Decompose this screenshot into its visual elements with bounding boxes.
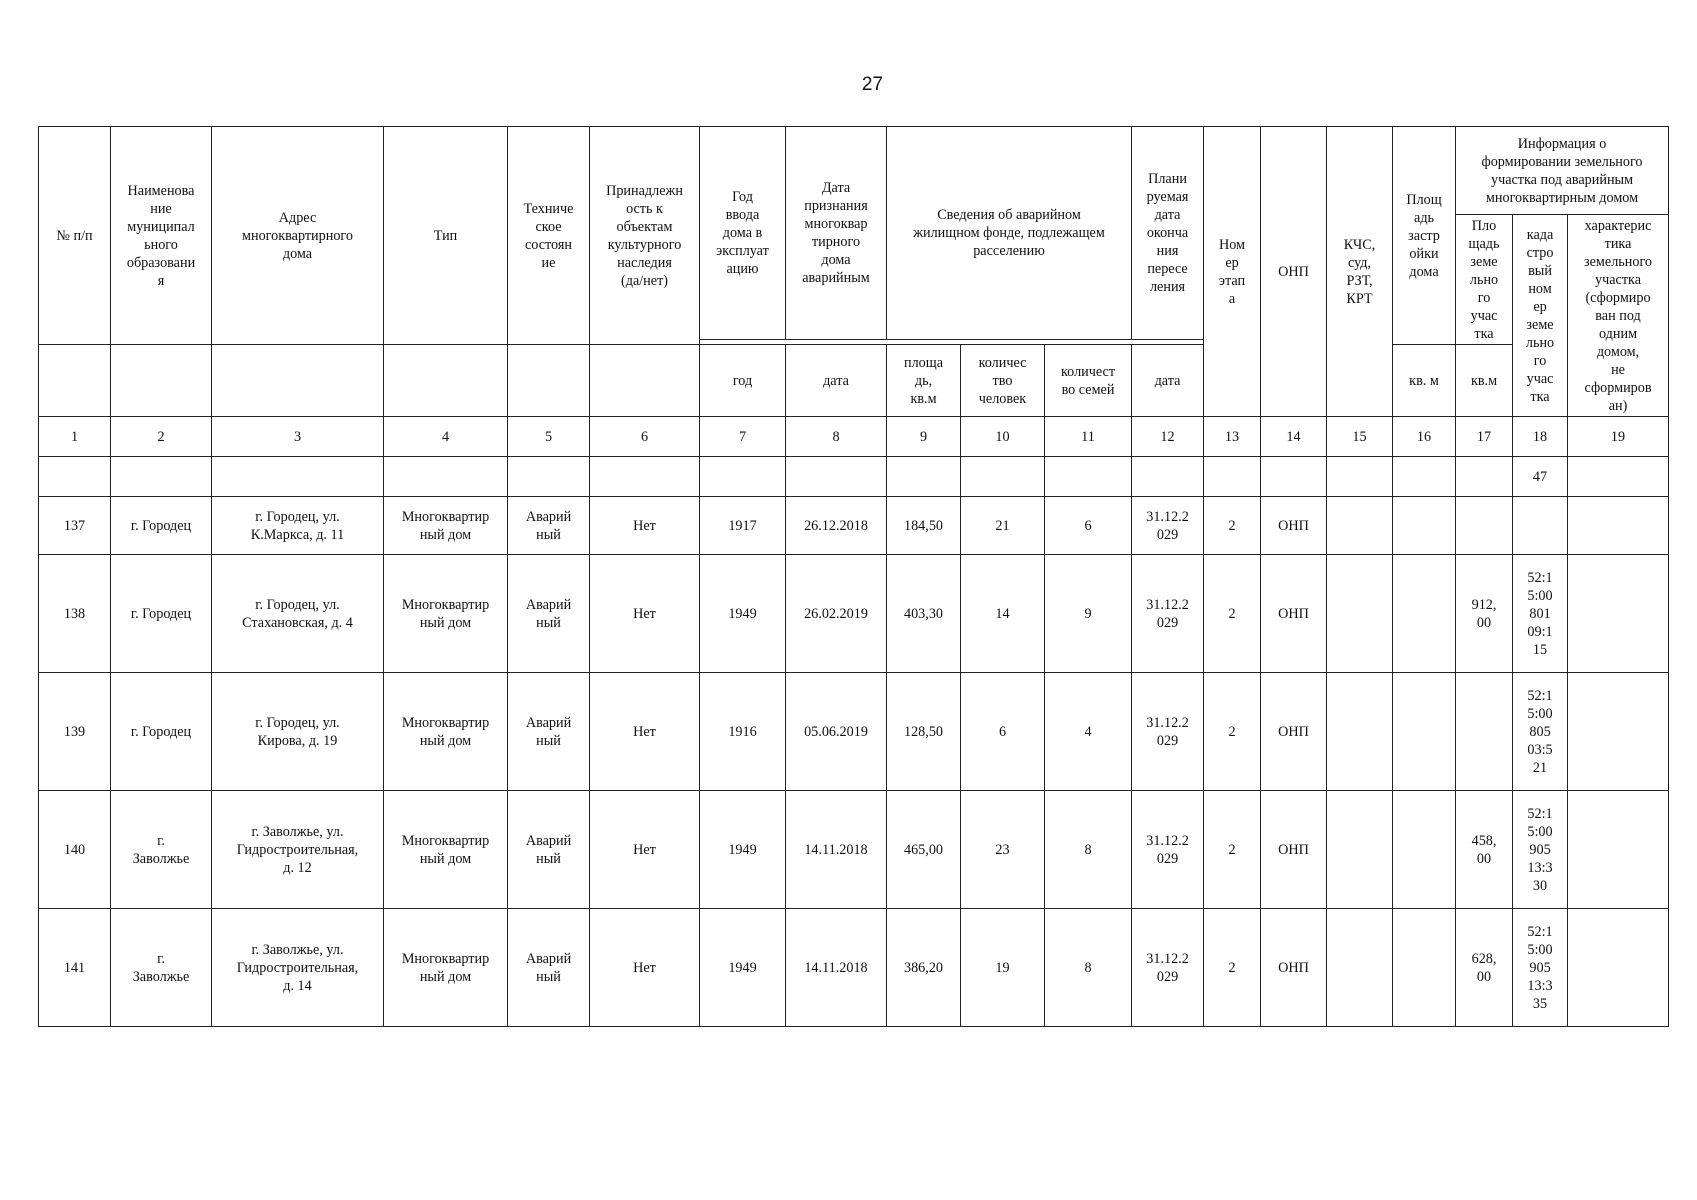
header-cell bbox=[212, 345, 384, 417]
header-cell bbox=[39, 345, 111, 417]
table-cell bbox=[1393, 555, 1456, 673]
table-cell: 21 bbox=[961, 497, 1045, 555]
table-cell: 31.12.2 029 bbox=[1132, 497, 1204, 555]
page-number: 27 bbox=[861, 74, 884, 95]
table-cell: 139 bbox=[39, 673, 111, 791]
table-cell: 31.12.2 029 bbox=[1132, 555, 1204, 673]
table-cell: 458, 00 bbox=[1456, 791, 1513, 909]
table-cell: г. Городец bbox=[111, 497, 212, 555]
table-cell: ОНП bbox=[1261, 673, 1327, 791]
table-cell bbox=[1261, 457, 1327, 497]
table-cell: 26.02.2019 bbox=[786, 555, 887, 673]
table-cell: 14 bbox=[961, 555, 1045, 673]
table-cell bbox=[1393, 909, 1456, 1027]
table-cell: ОНП bbox=[1261, 909, 1327, 1027]
table-cell: Нет bbox=[590, 909, 700, 1027]
table-cell: 8 bbox=[786, 417, 887, 457]
table-cell: Аварий ный bbox=[508, 673, 590, 791]
header-cell: Техниче ское состоян ие bbox=[508, 127, 590, 345]
table-cell bbox=[887, 457, 961, 497]
header-cell: Наименова ние муниципал ьного образовани я bbox=[111, 127, 212, 345]
table-cell: Аварий ный bbox=[508, 791, 590, 909]
header-cell: дата bbox=[1132, 345, 1204, 417]
table-cell bbox=[1393, 791, 1456, 909]
table-cell: 9 bbox=[1045, 555, 1132, 673]
table-cell: 13 bbox=[1204, 417, 1261, 457]
table-cell bbox=[212, 457, 384, 497]
table-cell: 5 bbox=[508, 417, 590, 457]
table-row bbox=[39, 909, 1669, 1027]
table-cell: 1949 bbox=[700, 909, 786, 1027]
header-cell: Год ввода дома в эксплуат ацию bbox=[700, 127, 786, 340]
table-cell: 6 bbox=[590, 417, 700, 457]
header-cell: характерис тика земельного участка (сформиро ван под одним домом, не сформиров ан) bbox=[1568, 215, 1669, 417]
table-cell bbox=[1568, 555, 1669, 673]
table-cell: 141 bbox=[39, 909, 111, 1027]
table-cell: г. Городец, ул. К.Маркса, д. 11 bbox=[212, 497, 384, 555]
table-row bbox=[39, 673, 1669, 791]
table-cell: 16 bbox=[1393, 417, 1456, 457]
table-cell: 10 bbox=[961, 417, 1045, 457]
table-cell: 15 bbox=[1327, 417, 1393, 457]
table-cell bbox=[1327, 457, 1393, 497]
table-cell: Нет bbox=[590, 555, 700, 673]
table-cell: 628, 00 bbox=[1456, 909, 1513, 1027]
emergency-housing-table bbox=[38, 126, 1669, 1027]
table-cell: 2 bbox=[1204, 497, 1261, 555]
table-cell bbox=[1568, 909, 1669, 1027]
table-cell: 403,30 bbox=[887, 555, 961, 673]
table-cell: ОНП bbox=[1261, 555, 1327, 673]
table-cell: 9 bbox=[887, 417, 961, 457]
table-cell bbox=[1456, 673, 1513, 791]
table-cell bbox=[384, 457, 508, 497]
table-cell: 14.11.2018 bbox=[786, 791, 887, 909]
table-cell: Многоквартир ный дом bbox=[384, 909, 508, 1027]
table-cell: г. Заволжье bbox=[111, 791, 212, 909]
table-cell: 3 bbox=[212, 417, 384, 457]
table-cell: 52:1 5:00 905 13:3 35 bbox=[1513, 909, 1568, 1027]
table-cell: 2 bbox=[1204, 909, 1261, 1027]
header-cell bbox=[590, 345, 700, 417]
table-cell: 7 bbox=[700, 417, 786, 457]
table-cell: Нет bbox=[590, 791, 700, 909]
table-cell: Многоквартир ный дом bbox=[384, 673, 508, 791]
table-cell: Многоквартир ный дом bbox=[384, 497, 508, 555]
table-cell: Нет bbox=[590, 497, 700, 555]
table-cell: 1917 bbox=[700, 497, 786, 555]
table-cell: Многоквартир ный дом bbox=[384, 555, 508, 673]
header-cell: Принадлежн ость к объектам культурного наследия (да/нет) bbox=[590, 127, 700, 345]
table-cell: 140 bbox=[39, 791, 111, 909]
table-row bbox=[39, 791, 1669, 909]
header-cell bbox=[384, 345, 508, 417]
table-cell bbox=[786, 457, 887, 497]
table-cell bbox=[1327, 673, 1393, 791]
table-cell: г. Заволжье, ул. Гидростроительная, д. 14 bbox=[212, 909, 384, 1027]
table-cell: г. Заволжье bbox=[111, 909, 212, 1027]
table-body bbox=[39, 417, 1669, 1027]
table-cell: 14 bbox=[1261, 417, 1327, 457]
table-cell bbox=[1393, 497, 1456, 555]
table-cell: 912, 00 bbox=[1456, 555, 1513, 673]
header-cell: Площ адь застр ойки дома bbox=[1393, 127, 1456, 345]
table-cell: 6 bbox=[1045, 497, 1132, 555]
table-cell bbox=[1456, 497, 1513, 555]
table-cell: 128,50 bbox=[887, 673, 961, 791]
header-cell: КЧС, суд, РЗТ, КРТ bbox=[1327, 127, 1393, 417]
table-cell: 17 bbox=[1456, 417, 1513, 457]
table-cell: ОНП bbox=[1261, 791, 1327, 909]
column-number-row bbox=[39, 417, 1669, 457]
table-cell bbox=[700, 457, 786, 497]
header-cell: ОНП bbox=[1261, 127, 1327, 417]
table-cell: 52:1 5:00 801 09:1 15 bbox=[1513, 555, 1568, 673]
header-cell: Ном ер этап а bbox=[1204, 127, 1261, 417]
table-cell: 4 bbox=[384, 417, 508, 457]
table-cell: 31.12.2 029 bbox=[1132, 791, 1204, 909]
header-cell: Дата признания многоквар тирного дома аварийным bbox=[786, 127, 887, 340]
table-cell: 2 bbox=[1204, 555, 1261, 673]
table-cell: 2 bbox=[1204, 673, 1261, 791]
table-cell: Нет bbox=[590, 673, 700, 791]
table-cell: 138 bbox=[39, 555, 111, 673]
table-cell: 137 bbox=[39, 497, 111, 555]
table-cell: 386,20 bbox=[887, 909, 961, 1027]
table-cell: 1949 bbox=[700, 555, 786, 673]
table-cell: г. Заволжье, ул. Гидростроительная, д. 12 bbox=[212, 791, 384, 909]
table-cell bbox=[1204, 457, 1261, 497]
table-cell: 11 bbox=[1045, 417, 1132, 457]
table-cell: г. Городец bbox=[111, 673, 212, 791]
table-cell bbox=[1327, 791, 1393, 909]
table-cell: 4 bbox=[1045, 673, 1132, 791]
table-cell: Аварий ный bbox=[508, 909, 590, 1027]
header-cell: када стро вый ном ер земе льно го учас тка bbox=[1513, 215, 1568, 417]
header-cell: количест во семей bbox=[1045, 345, 1132, 417]
table-cell: 26.12.2018 bbox=[786, 497, 887, 555]
table-cell: 2 bbox=[1204, 791, 1261, 909]
header-cell: площа дь, кв.м bbox=[887, 345, 961, 417]
header-cell bbox=[508, 345, 590, 417]
table-cell: 14.11.2018 bbox=[786, 909, 887, 1027]
table-cell bbox=[1045, 457, 1132, 497]
table-cell bbox=[1327, 497, 1393, 555]
table-cell: 19 bbox=[1568, 417, 1669, 457]
header-cell: Пло щадь земе льно го учас тка bbox=[1456, 215, 1513, 345]
header-group-cell: Информация о формировании земельного участка под аварийным многоквартирным домом bbox=[1456, 127, 1669, 215]
table-cell: 52:1 5:00 805 03:5 21 bbox=[1513, 673, 1568, 791]
header-cell: год bbox=[700, 345, 786, 417]
table-cell: 8 bbox=[1045, 791, 1132, 909]
table-cell bbox=[1568, 673, 1669, 791]
table-cell bbox=[590, 457, 700, 497]
table-cell bbox=[1568, 497, 1669, 555]
table-cell: 12 bbox=[1132, 417, 1204, 457]
header-row-units bbox=[39, 345, 1669, 417]
table-row bbox=[39, 497, 1669, 555]
table-cell: Аварий ный bbox=[508, 497, 590, 555]
header-cell bbox=[111, 345, 212, 417]
table-row bbox=[39, 555, 1669, 673]
continuation-row bbox=[39, 457, 1669, 497]
table-cell: ОНП bbox=[1261, 497, 1327, 555]
table-cell bbox=[1393, 673, 1456, 791]
table-cell: 6 bbox=[961, 673, 1045, 791]
table-cell: 23 bbox=[961, 791, 1045, 909]
header-cell: кв.м bbox=[1456, 345, 1513, 417]
table-cell: 2 bbox=[111, 417, 212, 457]
table-cell: 19 bbox=[961, 909, 1045, 1027]
table-cell bbox=[1456, 457, 1513, 497]
table-cell: 1949 bbox=[700, 791, 786, 909]
table-cell bbox=[39, 457, 111, 497]
table-cell: 8 bbox=[1045, 909, 1132, 1027]
header-row-top bbox=[39, 127, 1669, 215]
table-cell bbox=[508, 457, 590, 497]
table-cell bbox=[1568, 457, 1669, 497]
table-cell: 31.12.2 029 bbox=[1132, 909, 1204, 1027]
table-cell bbox=[1393, 457, 1456, 497]
table-cell: 1916 bbox=[700, 673, 786, 791]
table-cell bbox=[111, 457, 212, 497]
header-cell: Тип bbox=[384, 127, 508, 345]
table-cell: 18 bbox=[1513, 417, 1568, 457]
header-cell: дата bbox=[786, 345, 887, 417]
table-cell: 05.06.2019 bbox=[786, 673, 887, 791]
table-cell bbox=[1327, 555, 1393, 673]
table-cell: г. Городец bbox=[111, 555, 212, 673]
table-cell bbox=[1327, 909, 1393, 1027]
table-cell: г. Городец, ул. Кирова, д. 19 bbox=[212, 673, 384, 791]
header-group-cell: Сведения об аварийном жилищном фонде, подлежащем расселению bbox=[887, 127, 1132, 340]
table-cell: 47 bbox=[1513, 457, 1568, 497]
header-cell: кв. м bbox=[1393, 345, 1456, 417]
header-cell: Плани руемая дата оконча ния пересе ления bbox=[1132, 127, 1204, 340]
table-cell: 465,00 bbox=[887, 791, 961, 909]
table-cell: Многоквартир ный дом bbox=[384, 791, 508, 909]
table-cell: 184,50 bbox=[887, 497, 961, 555]
table-cell bbox=[1132, 457, 1204, 497]
table-cell: 1 bbox=[39, 417, 111, 457]
table-cell bbox=[1568, 791, 1669, 909]
table-cell: г. Городец, ул. Стахановская, д. 4 bbox=[212, 555, 384, 673]
header-cell: Адрес многоквартирного дома bbox=[212, 127, 384, 345]
table-cell: Аварий ный bbox=[508, 555, 590, 673]
header-cell: количес тво человек bbox=[961, 345, 1045, 417]
table-cell bbox=[961, 457, 1045, 497]
table-cell: 52:1 5:00 905 13:3 30 bbox=[1513, 791, 1568, 909]
header-cell: № п/п bbox=[39, 127, 111, 345]
table-cell bbox=[1513, 497, 1568, 555]
table-cell: 31.12.2 029 bbox=[1132, 673, 1204, 791]
